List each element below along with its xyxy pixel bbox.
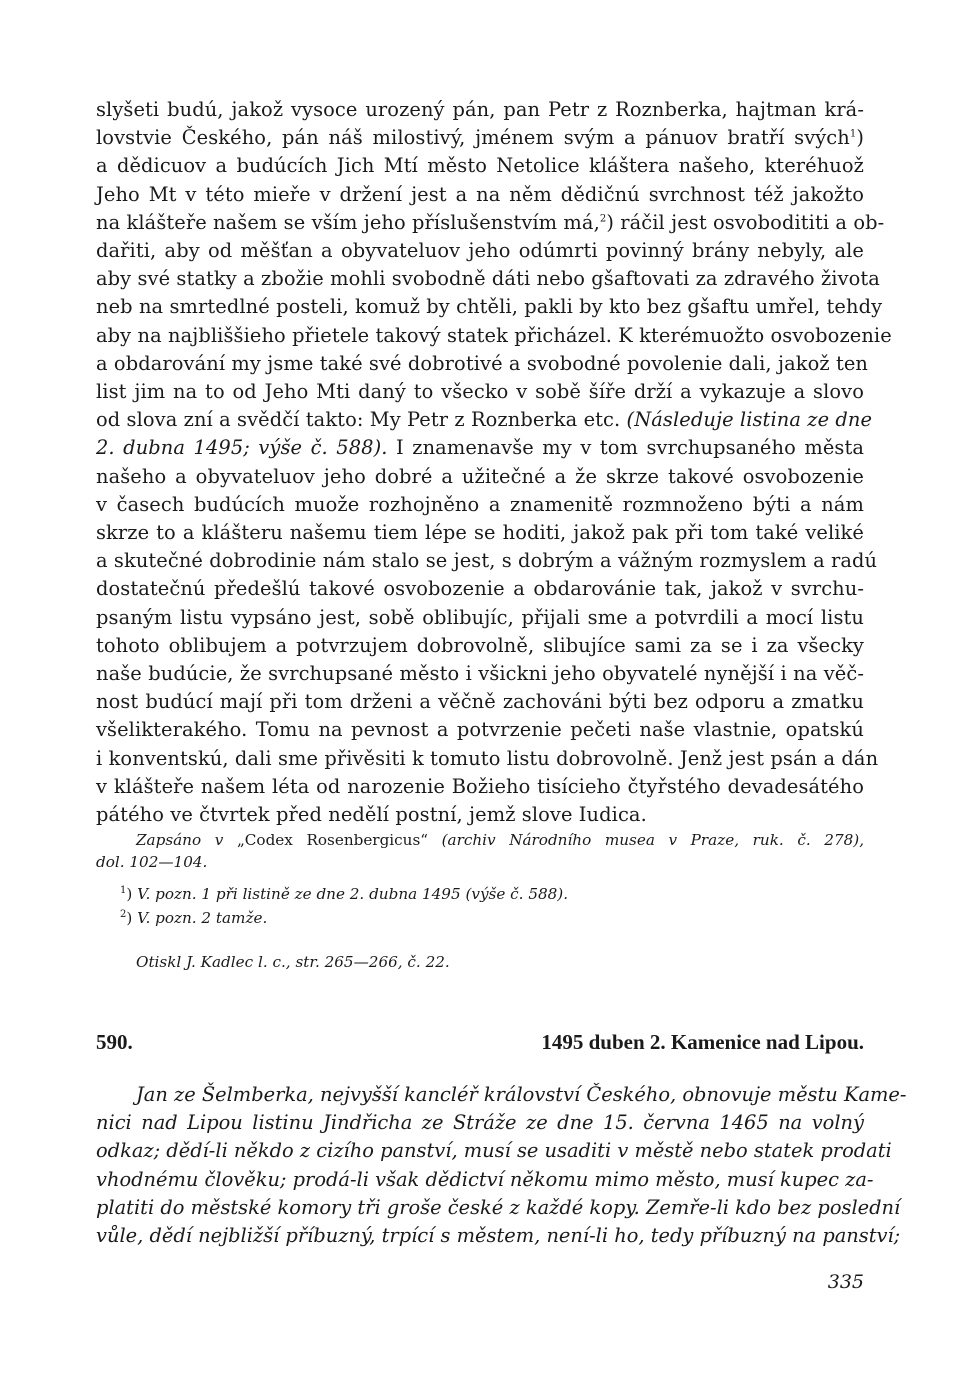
- text-line: v časech budúcích muože rozhojněno a znamenitě rozmnoženo býti a nám: [96, 492, 864, 516]
- text-line: lovstvie Českého, pán náš milostivý, jménem svým a pánuov bratří svých$^1$): [96, 126, 864, 150]
- regest-line: platiti do městské komory tři groše české z každé kopy. Zemře-li kdo bez poslední: [96, 1195, 901, 1219]
- footnote-2: $^2$) V. pozn. 2 tamže.: [120, 908, 268, 927]
- text-line: slyšeti budú, jakož vysoce urozený pán, pan Petr z Roznberka, hajtman krá-: [96, 98, 864, 121]
- regest-line: Jan ze Šelmberka, nejvyšší kancléř království Českého, obnovuje městu Kame-: [136, 1083, 907, 1106]
- regest-line: vhodnému člověku; prodá-li však dědictví někomu mimo město, musí kupec za-: [96, 1167, 874, 1191]
- regest-line: vůle, dědí nejbližší příbuzný, trpící s městem, není-li ho, tedy příbuzný na panství;: [96, 1224, 901, 1248]
- text-line: od slova zní a svědčí takto: My Petr z Roznberka etc. (Následuje listina ze dne: [96, 408, 873, 432]
- text-line: a obdarování my jsme také své dobrotivé a svobodné povolenie dali, jakož ten: [96, 351, 868, 375]
- entry-number: 590.: [96, 1030, 133, 1054]
- text-line: pátého ve čtvrtek před nedělí postní, jemž slove Iudica.: [96, 803, 647, 827]
- page-number: 335: [827, 1271, 864, 1293]
- apparatus: [96, 829, 864, 973]
- footnote-marker: 1: [849, 128, 857, 140]
- text-line: list jim na to od Jeho Mti daný to všecko v sobě šíře drží a vykazuje a slovo: [96, 380, 864, 404]
- footnote-marker: 2: [599, 213, 607, 225]
- text-line: tohoto oblibujem a potvrzujem dobrovolně, slibujíce sami za se i za všecky: [96, 633, 864, 657]
- text-line: aby své statky a zbožie mohli svobodně dáti nebo gšaftovati za zdravého života: [96, 267, 880, 291]
- regest-line: odkaz; dědí-li někdo z cizího panství, musí se usaditi v městě nebo statek prodati: [96, 1139, 892, 1163]
- text-line: 2. dubna 1495; výše č. 588). I znamenavše my v tom svrchupsaného města: [96, 436, 864, 460]
- text-line: dařiti, aby od měšťan a obyvateluov jeho odúmrti povinný brány nebyly, ale: [96, 239, 864, 263]
- text-line: nost budúcí mají při tom drženi a věčně zachováni býti bez odporu a zmatku: [96, 690, 864, 714]
- entry-date-place: 1495 duben 2. Kamenice nad Lipou.: [541, 1030, 864, 1054]
- footnote-1: $^1$) V. pozn. 1 při listině ze dne 2. dubna 1495 (výše č. 588).: [120, 884, 569, 903]
- regest: [96, 1081, 907, 1250]
- text-line: a skutečné dobrodinie nám stalo se jest, s dobrým a vážným rozmyslem a radú: [96, 549, 878, 573]
- editorial-note: (Následuje listina ze dne: [626, 408, 873, 432]
- text-line: skrze to a klášteru našemu tiem lépe se hoditi, jakož pak při tom také veliké: [96, 521, 864, 545]
- text-line: v klášteře našem léta od narozenie Božieho tisícieho čtyřstého devadesátého: [96, 774, 864, 798]
- text-line: i konventskú, dali sme přivěsiti k tomuto listu dobrovolně. Jenž jest psán a dán: [96, 746, 879, 770]
- text-line: aby na najbliššieho přietele takový statek přicházel. K kterémuožto osvobozenie: [96, 323, 892, 347]
- charter-text: [96, 96, 892, 829]
- text-line: neb na smrtedlné posteli, komuž by chtěli, pakli by kto bez gšaftu umřel, tehdy: [96, 295, 883, 319]
- text-line: našeho a obyvateluov jeho dobré a užitečné a že skrze takové osvobozenie: [96, 464, 864, 488]
- text-line: naše budúcie, že svrchupsané město i všickni jeho obyvatelé nynější i na věč-: [96, 662, 864, 686]
- regest-line: nici nad Lipou listinu Jindřicha ze Stráže ze dne 15. června 1465 na volný: [96, 1111, 864, 1135]
- record-note: Zapsáno v „Codex Rosenbergicus“ (archiv Národního musea v Praze, ruk. č. 278), dol. 102—104.: [96, 831, 865, 871]
- entry-heading: [96, 1030, 864, 1060]
- edition-note: Otiskl J. Kadlec l. c., str. 265—266, č. 22.: [136, 953, 450, 971]
- text-line: dostatečnú předešlú takové osvobozenie a obdarovánie tak, jakož v svrchu-: [96, 577, 864, 601]
- text-line: psaným listu vypsáno jest, sobě oblibujíc, přijali sme a potvrdili a mocí listu: [96, 605, 864, 629]
- text-line: všelikterakého. Tomu na pevnost a potvrzenie pečeti naše vlastnie, opatskú: [96, 718, 864, 742]
- text-line: na klášteře našem se vším jeho příslušenstvím má,$^2$) ráčil jest osvobodititi a ob-: [96, 210, 885, 234]
- text-line: Jeho Mt v této mieře v držení jest a na něm dědičnú svrchnost též jakožto: [96, 182, 864, 206]
- editorial-note: 2. dubna 1495; výše č. 588).: [96, 436, 388, 460]
- text-line: a dědicuov a budúcích Jich Mtí město Netolice kláštera našeho, kteréhuož: [96, 154, 864, 178]
